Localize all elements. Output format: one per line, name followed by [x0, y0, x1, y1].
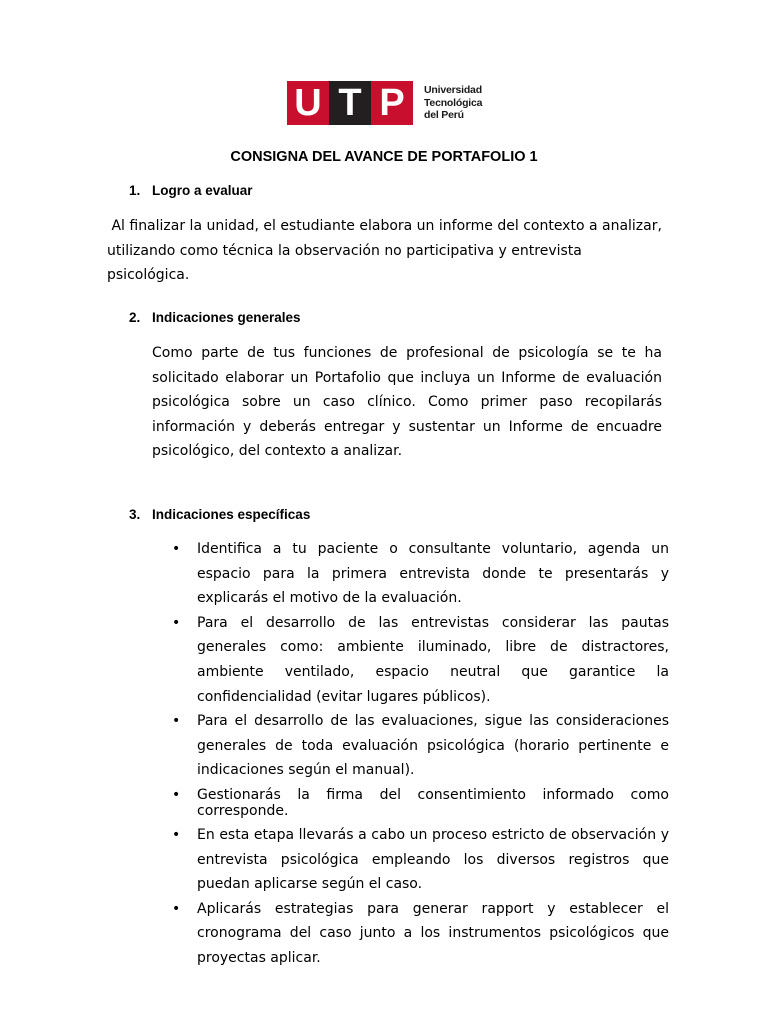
logo-line-1: Universidad: [424, 84, 482, 96]
list-item: • Para el desarrollo de las evaluaciones, sigue las consideraciones generales de toda evaluación psicológica (horario pertinente e indicaciones según el manual).: [152, 709, 669, 783]
logro-text: Al finalizar la unidad, el estudiante elabora un informe del contexto a analizar, utilizando como técnica la observación no participativa y entrevista psicológica.: [107, 218, 662, 284]
section-title: Logro a evaluar: [152, 183, 253, 198]
list-item: • Identifica a tu paciente o consultante voluntario, agenda un espacio para la primera entrevista donde te presentarás y explicarás el motivo de la evaluación.: [152, 537, 669, 611]
section-heading-indicaciones-especificas: [129, 507, 310, 522]
section-number: 2.: [129, 310, 141, 325]
section-heading-indicaciones-generales: [129, 310, 301, 325]
section-title: Indicaciones específicas: [152, 507, 311, 522]
logo-p-block: [371, 81, 413, 125]
section-number: 3.: [129, 507, 141, 522]
list-item: • Para el desarrollo de las entrevistas considerar las pautas generales como: ambiente iluminado, libre de distractores, ambiente ventilado, espacio neutral que garantice la confidencialidad (evitar lugares públicos).: [152, 611, 669, 709]
logo-university-name: [424, 84, 482, 122]
document-title: CONSIGNA DEL AVANCE DE PORTAFOLIO 1: [230, 149, 538, 165]
logo-t-block: [329, 81, 371, 125]
logro-paragraph: [107, 214, 667, 288]
list-item: • Gestionarás la firma del consentimiento informado como corresponde.: [152, 787, 669, 819]
indicaciones-generales-paragraph: Como parte de tus funciones de profesional de psicología se te ha solicitado elaborar un Portafolio que incluya un Informe de evaluación psicológica sobre un caso clínico. Como primer paso recopilarás información y deberás entregar y sustentar un Informe de encuadre psicológico, del contexto a analizar.: [152, 345, 662, 460]
logo-line-2: Tecnológica: [424, 96, 483, 109]
logo-u-block: [287, 81, 329, 125]
section-title: Indicaciones generales: [152, 310, 301, 325]
list-item: • En esta etapa llevarás a cabo un proceso estricto de observación y entrevista psicológica empleando los diversos registros que puedan aplicarse según el caso.: [152, 823, 669, 897]
logo-line-3: del Perú: [424, 109, 464, 121]
logo-letter-u: U: [294, 82, 322, 124]
logo-letter-p: P: [379, 82, 405, 124]
indicaciones-especificas-list: [152, 537, 669, 971]
section-number: 1.: [129, 183, 141, 198]
logo-letter-t: T: [338, 82, 362, 124]
list-item: • Aplicarás estrategias para generar rapport y establecer el cronograma del caso junto a los instrumentos psicológicos que proyectas aplicar.: [152, 897, 669, 971]
section-heading-logro: [129, 183, 253, 198]
